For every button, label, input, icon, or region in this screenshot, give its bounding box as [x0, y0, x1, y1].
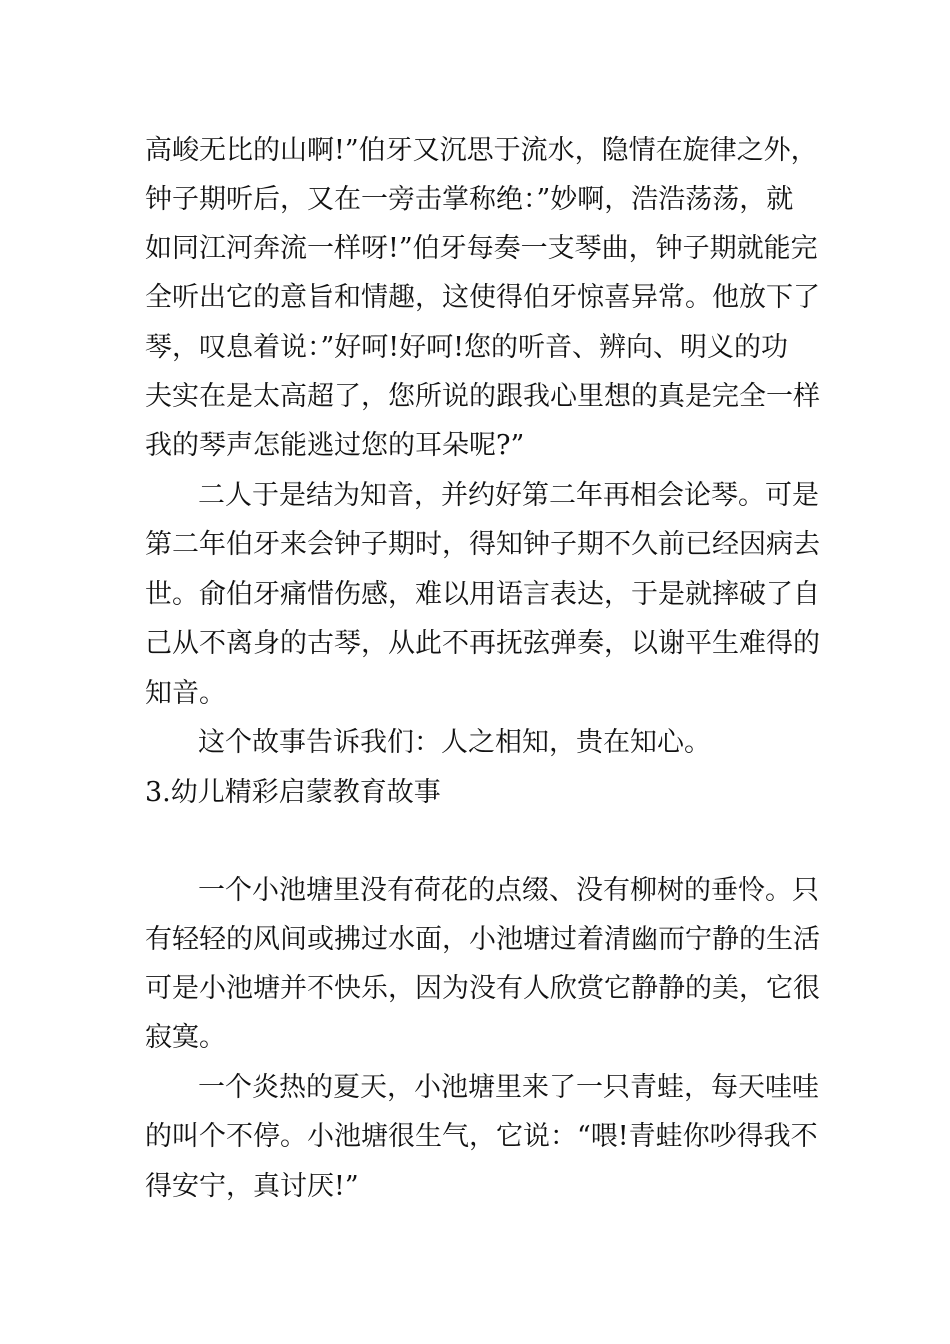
text-line: 第二年伯牙来会钟子期时，得知钟子期不久前已经因病去 [145, 529, 820, 560]
text-line: 高峻无比的山啊!”伯牙又沉思于流水，隐情在旋律之外， [145, 135, 818, 166]
text-line: 世。俞伯牙痛惜伤感，难以用语言表达，于是就摔破了自 [145, 579, 820, 610]
paragraph-first-line: 一个炎热的夏天，小池塘里来了一只青蛙，每天哇哇 [198, 1072, 819, 1103]
text-line: 全听出它的意旨和情趣，这使得伯牙惊喜异常。他放下了 [145, 282, 820, 313]
text-line: 我的琴声怎能逃过您的耳朵呢?” [145, 430, 525, 461]
text-line: 的叫个不停。小池塘很生气，它说：“喂!青蛙你吵得我不 [145, 1121, 818, 1152]
text-line: 得安宁，真讨厌!” [145, 1171, 359, 1202]
text-line: 己从不离身的古琴，从此不再抚弦弹奏，以谢平生难得的 [145, 628, 820, 659]
text-line: 钟子期听后，又在一旁击掌称绝：”妙啊，浩浩荡荡，就 [145, 184, 794, 215]
text-line: 如同江河奔流一样呀!”伯牙每奏一支琴曲，钟子期就能完 [145, 233, 818, 264]
text-line: 有轻轻的风间或拂过水面，小池塘过着清幽而宁静的生活 [145, 924, 820, 955]
text-line: 寂寞。 [145, 1022, 226, 1053]
text-line: 知音。 [145, 678, 226, 709]
text-line: 夫实在是太高超了，您所说的跟我心里想的真是完全一样 [145, 381, 820, 412]
section-heading: 3.幼儿精彩启蒙教育故事 [145, 777, 441, 808]
paragraph-first-line: 一个小池塘里没有荷花的点缀、没有柳树的垂怜。只 [198, 875, 819, 906]
paragraph-first-line: 二人于是结为知音，并约好第二年再相会论琴。可是 [198, 480, 819, 511]
text-line: 琴，叹息着说：”好呵!好呵!您的听音、辨向、明义的功 [145, 332, 789, 363]
paragraph-first-line: 这个故事告诉我们：人之相知，贵在知心。 [198, 727, 711, 758]
text-line: 可是小池塘并不快乐，因为没有人欣赏它静静的美，它很 [145, 973, 820, 1004]
